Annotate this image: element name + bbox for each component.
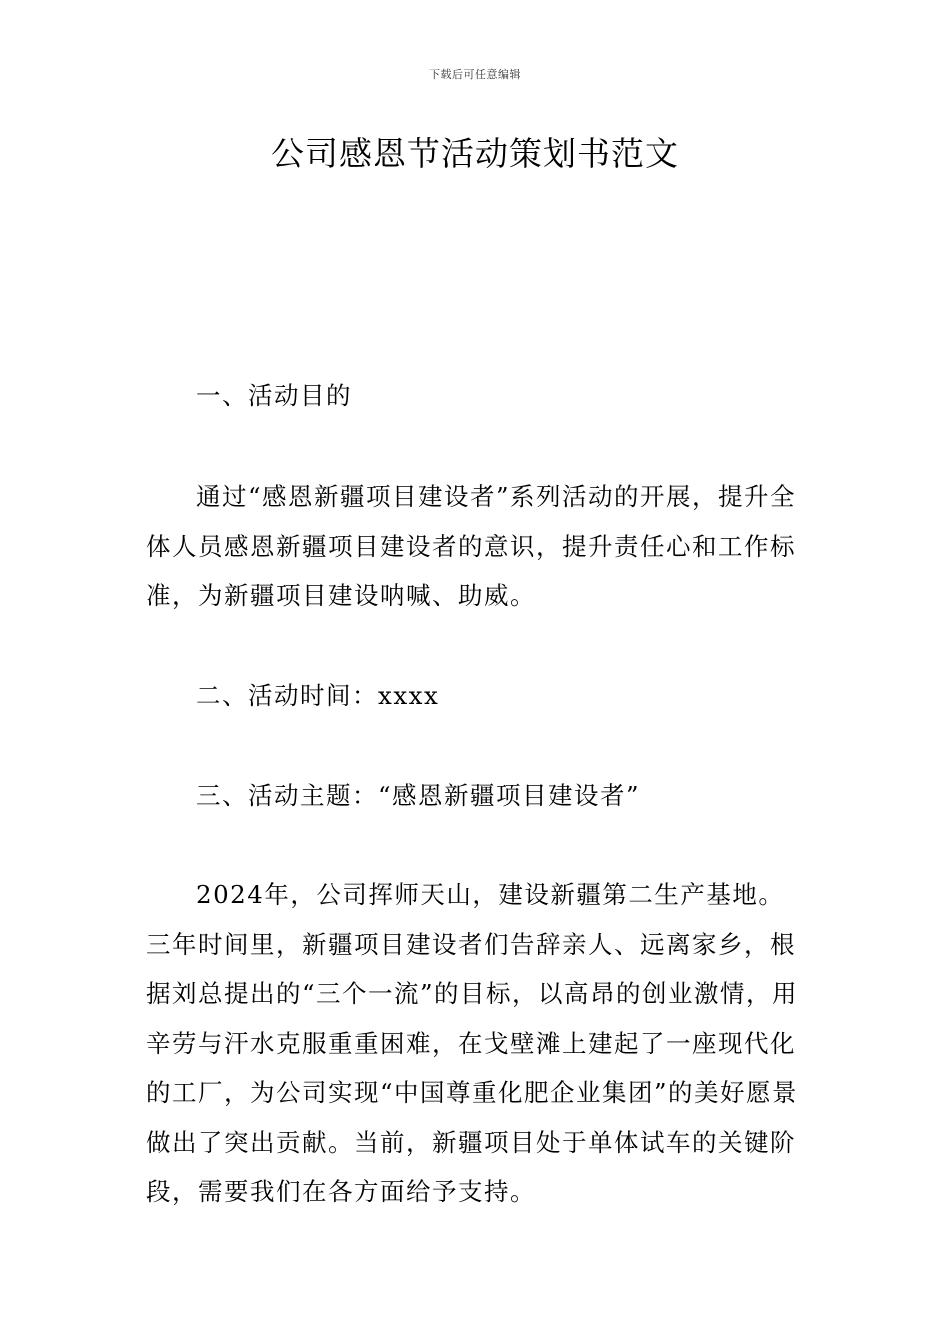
header-note: 下载后可任意编辑: [429, 68, 521, 81]
section-3: [146, 771, 806, 821]
section-2-heading: 二、活动时间：xxxx: [196, 681, 440, 710]
section-3-body: [146, 870, 806, 1217]
section-3-heading: 三、活动主题：“感恩新疆项目建设者”: [196, 781, 641, 810]
section-1: [146, 371, 806, 421]
section-2: [146, 671, 806, 721]
section-3-paragraph: 2024年，公司挥师天山，建设新疆第二生产基地。三年时间里，新疆项目建设者们告辞亲人、远离家乡，根据刘总提出的“三个一流”的目标，以高昂的创业激情，用辛劳与汗水克服重重困难，在戈壁滩上建起了一座现代化的工厂，为公司实现“中国尊重化肥企业集团”的美好愿景做出了突出贡献。当前，新疆项目处于单体试车的关键阶段，需要我们在各方面给予支持。: [146, 880, 799, 1206]
section-1-body: [146, 472, 806, 621]
document-title: 公司感恩节活动策划书范文: [271, 134, 679, 173]
section-1-paragraph: 通过“感恩新疆项目建设者”系列活动的开展，提升全体人员感恩新疆项目建设者的意识，提升责任心和工作标准，为新疆项目建设呐喊、助威。: [146, 482, 797, 610]
section-1-heading: 一、活动目的: [196, 381, 352, 410]
